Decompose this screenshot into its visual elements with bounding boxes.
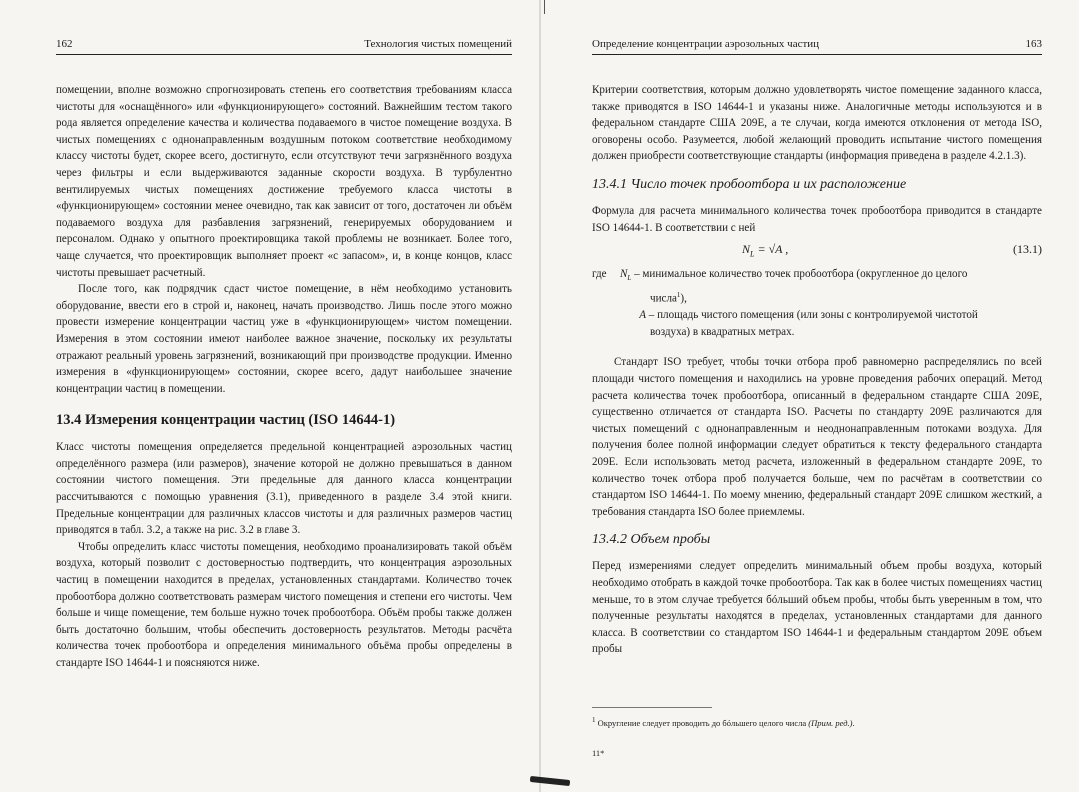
definition-text-n: – минимальное количество точек пробоотбора (округленное до целого (634, 268, 968, 281)
definition-lead: где (592, 268, 607, 281)
symbol-definitions (592, 266, 1042, 340)
equation-subscript: L (750, 249, 755, 259)
section-heading: 13.4 Измерения концентрации частиц (ISO 14644-1) (56, 412, 396, 429)
left-paragraph-4: Чтобы определить класс чистоты помещения, необходимо проанализировать такой объём воздуха, который позволит с достоверностью подтвердить, что концентрация аэрозольных частиц в помещении находится в пределах, установленных стандартами. Количество точек пробоотбора должно соответствовать размерам чистого помещения и степени его чистоты. Чем больше и чище помещение, тем больше нужно точек пробоотбора. Объём пробы также должен быть достаточно большим, чтобы обеспечить достоверность результатов. Методы расчёта количества точек пробоотбора и определения минимального объёма пробы определены в стандарте ISO 14644-1 и поясняются ниже. (56, 540, 512, 669)
definition-continuation-a: воздуха) в квадратных метрах. (650, 325, 795, 338)
subsection-heading-2: 13.4.2 Объем пробы (592, 532, 711, 548)
definition-a (592, 307, 1042, 340)
footnote (592, 714, 855, 729)
equation-number: (13.1) (1013, 242, 1042, 257)
footnote-note: (Прим. ред.) (808, 717, 853, 728)
spine-mark (544, 0, 545, 14)
left-page-number: 162 (56, 38, 73, 50)
equation-13-1 (592, 242, 1042, 262)
footnote-end: . (852, 717, 855, 728)
equation-rhs: = √A , (757, 242, 789, 257)
left-page (56, 0, 512, 792)
definition-symbol-n: N (620, 268, 628, 281)
right-running-header (592, 38, 1042, 55)
equation-symbol-n: N (742, 242, 751, 257)
definition-subscript: L (627, 274, 632, 283)
footnote-marker: 1 (592, 716, 596, 724)
definition-symbol-a: A (639, 309, 646, 322)
book-spine (539, 0, 541, 792)
left-paragraph-2: После того, как подрядчик сдаст чистое помещение, в нём необходимо установить оборудование, ввести его в строй и, наконец, начать производство. Лишь после этого можно провести измерение концентрации частиц уже в «функционирующем» чистом помещении. Измерения в этом состоянии имеют наиболее важное значение, поскольку их результаты отражают реальный уровень загрязнений, возникающий при производстве продукции. Именно измерения в «функционирующем» состоянии, скорее всего, дадут наибольшее значение концентрации частиц в помещении. (56, 283, 512, 395)
definition-after-n: ), (680, 292, 687, 305)
left-page-body (56, 82, 512, 672)
right-page-number: 163 (1025, 38, 1042, 50)
footnote-reference[interactable]: 1 (676, 290, 681, 299)
left-running-title: Технология чистых помещений (364, 38, 512, 50)
footnote-divider (592, 707, 712, 708)
formula-intro: Формула для расчета минимального количества точек пробоотбора приводится в стандарте ISO 14644-1. В соответствии с ней (592, 204, 1042, 234)
left-paragraph-3: Класс чистоты помещения определяется предельной концентрацией аэрозольных частиц определённого размера (или размеров), значение которой не должно превышаться в данном состоянии чистого помещения. Эти предельные для данного класса концентрации рассчитываются с помощью уравнения (3.1), приведенного в разделе 3.4 этой книги. Предельные концентрации для различных классов чистоты и для различных размеров частиц приводятся в табл. 3.2, а также на рис. 3.2 в главе 3. (56, 441, 512, 537)
footnote-text: Округление следует проводить до бóльшего целого числа (597, 717, 807, 728)
right-running-title: Определение концентрации аэрозольных частиц (592, 38, 820, 50)
right-paragraph-intro: Критерии соответствия, которым должно удовлетворять чистое помещение заданного класса, также приводятся в ISO 14644-1 и указаны ниже. Аналогичные методы используются и в федеральном стандарте США 209E, а те случаи, когда имеются отклонения от метода ISO, оговорены особо. Разумеется, любой желающий проводить испытание чистого помещения должен приобрести соответствующие стандарты (информация приведена в разделе 4.2.1.3). (592, 84, 1042, 163)
equation-expression (742, 242, 788, 258)
right-page (592, 0, 1042, 792)
subsection-heading-1: 13.4.1 Число точек пробоотбора и их расположение (592, 176, 907, 192)
definition-nl (592, 266, 1042, 307)
definition-text-a: – площадь чистого помещения (или зоны с контролируемой чистотой (648, 309, 978, 322)
right-paragraph-standard: Стандарт ISO требует, чтобы точки отбора проб равномерно распределялись по всей площади чистого помещения и находились на уровне проведения рабочих операций. Метод расчета количества точек пробоотбора, описанный в федеральном стандарте США 209E, существенно отличается от стандарта ISO. Расчеты по стандарту 209E различаются для чистых помещений с однонаправленным и неоднонаправленным потоками воздуха. Для получения более полной информации следует обратиться к тексту федерального стандарта 209E. Если использовать метод расчета, изложенный в федеральном стандарте 209E, то количество точек отбора проб получается больше, чем по расчётам в соответствии со стандартом ISO 14644-1. По моему мнению, федеральный стандарт 209E слишком жесткий, а требования стандарта ISO более приемлемы. (592, 356, 1042, 518)
left-running-header (56, 38, 512, 55)
scan-artifact (530, 776, 570, 786)
right-paragraph-volume: Перед измерениями следует определить минимальный объем пробы воздуха, который необходимо отобрать в каждой точке пробоотбора. Так как в более чистых помещениях частиц меньше, то в этом случае требуется бóльший объем пробы, чтобы быть уверенным в том, что полученные результаты находятся в пределах, установленных стандартами для данного класса. В соответствии со стандартом ISO 14644-1 и федеральным стандартом 209E объем пробы (592, 560, 1042, 656)
signature-mark: 11* (592, 748, 605, 758)
definition-continuation-n: числа (650, 292, 677, 305)
right-page-body (592, 82, 1042, 658)
left-paragraph-1: помещении, вполне возможно спрогнозировать степень его соответствия требованиям класса чистоты для «оснащённого» или «функционирующего» состояний. Важнейшим тестом такого рода является определение качества и количества подаваемого в чистое помещение воздуха. В чистых помещениях с однонаправленным воздушным потоком соответствие необходимому классу чистоты будет, скорее всего, достигнуто, если отсутствуют течи загрязнённого воздуха через фильтры и если выдерживаются заданные скорости воздуха. В турбулентно вентилируемых чистых помещениях достижение требуемого класса чистоты в «функционирующем» состоянии менее очевидно, так как зависит от того, достаточен ли объём подаваемого воздуха для разбавления загрязнений, генерируемых оборудованием и персоналом. Однако у опытного проектировщика такой проблемы не возникает. Более того, чаще случается, что проектировщик выполняет проект «с запасом», и, в конце концов, класс чистоты превышает расчетный. (56, 84, 512, 279)
